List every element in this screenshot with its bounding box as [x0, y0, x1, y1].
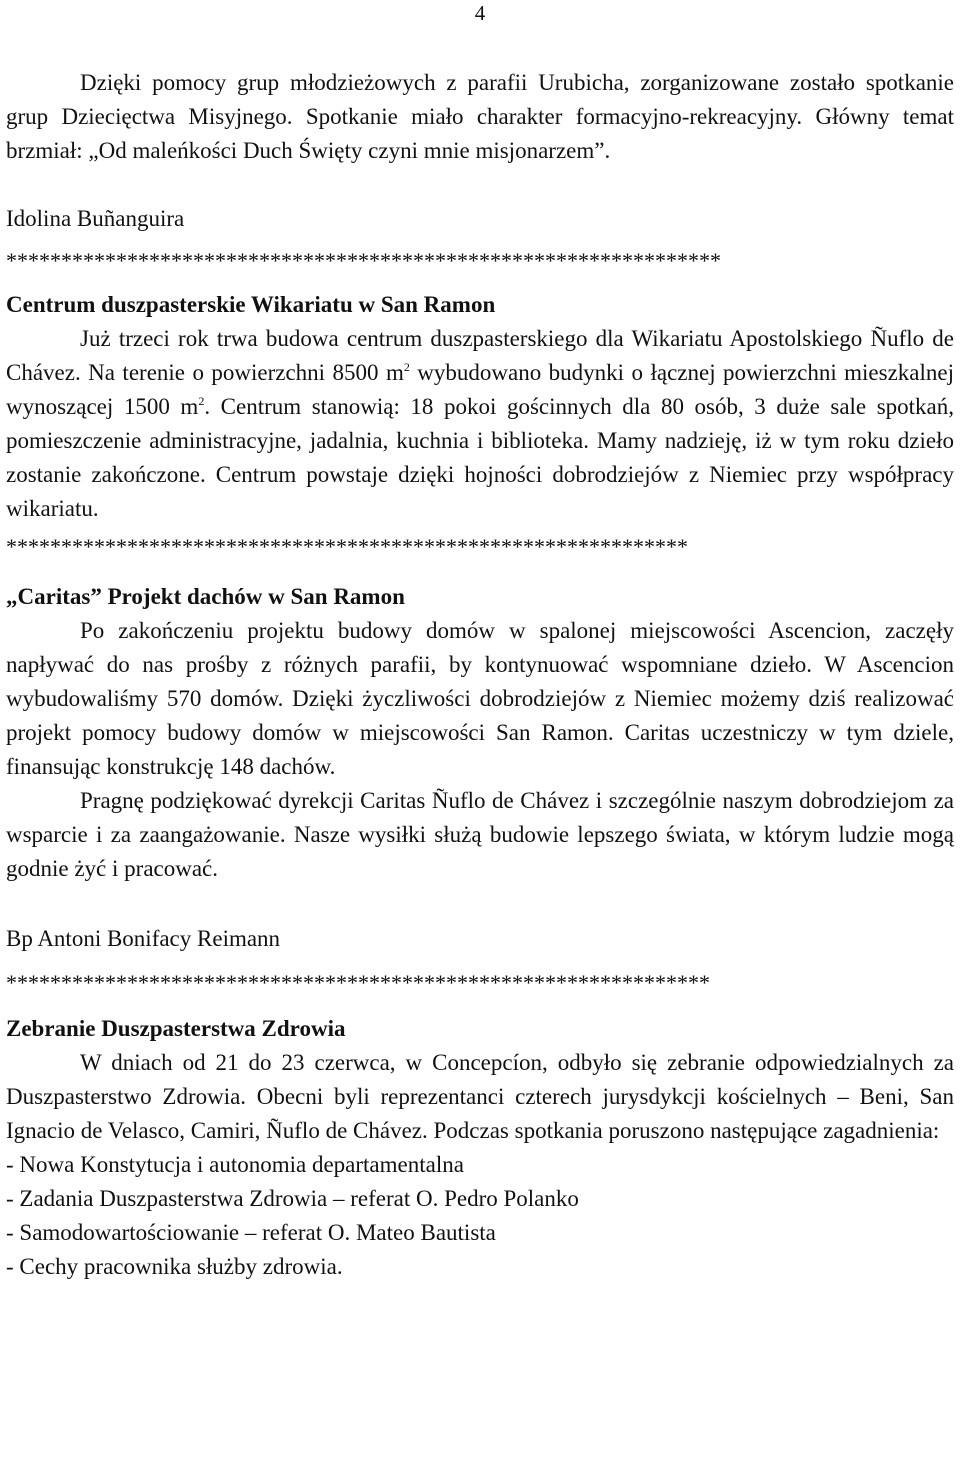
section1-paragraph: Dzięki pomocy grup młodzieżowych z parafii Urubicha, zorganizowane zostało spotkanie grup Dziecięctwa Misyjnego. Spotkanie miało charakter formacyjno-rekreacyjny. Główny temat brzmiał: „Od maleńkości Duch Święty czyni mnie misjonarzem”. — [6, 70, 954, 163]
page-number: 4 — [474, 1, 486, 25]
document-body — [6, 66, 954, 1284]
section2-paragraph — [6, 322, 954, 526]
separator-2: ************************************************************** — [6, 534, 688, 559]
superscript-1: 2 — [403, 360, 410, 374]
section1-signature: Idolina Buñanguira — [6, 206, 185, 231]
list-item: - Nowa Konstytucja i autonomia departamentalna — [6, 1152, 464, 1177]
section2-heading: Centrum duszpasterskie Wikariatu w San Ramon — [6, 292, 496, 317]
list-item: - Zadania Duszpasterstwa Zdrowia – referat O. Pedro Polanko — [6, 1186, 579, 1211]
section2-text-a: Już trzeci rok trwa budowa centrum duszpasterskiego dla Wikariatu Apostolskiego Ñuflo de Chávez. Na terenie o powierzchni 8500 m — [6, 326, 954, 385]
list-item: - Cechy pracownika służby zdrowia. — [6, 1254, 343, 1279]
list-item: - Samodowartościowanie – referat O. Mateo Bautista — [6, 1220, 496, 1245]
superscript-2: 2 — [198, 394, 205, 408]
section2-text-b: wybudowano budynki o łącznej powierzchni mieszkalnej wynoszącej 1500 m — [6, 360, 954, 419]
section3-paragraph-1: Po zakończeniu projektu budowy domów w spalonej miejscowości Ascencion, zaczęły napływać do nas prośby z różnych parafii, by kontynuować wspomniane dzieło. W Ascencion wybudowaliśmy 570 domów. Dzięki życzliwości dobrodziejów z Niemiec możemy dziś realizować projekt pomocy budowy domów w miejscowości San Ramon. Caritas uczestniczy w tym dziele, finansując konstrukcję 148 dachów. — [6, 618, 954, 779]
section3-paragraph-2: Pragnę podziękować dyrekcji Caritas Ñuflo de Chávez i szczególnie naszym dobrodziejom za wsparcie i za zaangażowanie. Nasze wysiłki służą budowie lepszego świata, w którym ludzie mogą godnie żyć i pracować. — [6, 788, 954, 881]
section2-text-c: . Centrum stanowią: 18 pokoi gościnnych dla 80 osób, 3 duże sale spotkań, pomieszczenie administracyjne, jadalnia, kuchnia i biblioteka. Mamy nadzieję, iż w tym roku dzieło zostanie zakończone. Centrum powstaje dzięki hojności dobrodziejów z Niemiec przy współpracy wikariatu. — [6, 394, 954, 521]
section3-signature: Bp Antoni Bonifacy Reimann — [6, 926, 281, 951]
section3-heading: „Caritas” Projekt dachów w San Ramon — [6, 584, 405, 609]
section4-paragraph: W dniach od 21 do 23 czerwca, w Concepcíon, odbyło się zebranie odpowiedzialnych za Duszpasterstwo Zdrowia. Obecni byli reprezentanci czterech jurysdykcji kościelnych – Beni, San Ignacio de Velasco, Camiri, Ñuflo de Chávez. Podczas spotkania poruszono następujące zagadnienia: — [6, 1050, 954, 1143]
separator-1: ***************************************************************** — [6, 248, 721, 273]
separator-3: **************************************************************** — [6, 970, 710, 995]
section4-heading: Zebranie Duszpasterstwa Zdrowia — [6, 1016, 346, 1041]
